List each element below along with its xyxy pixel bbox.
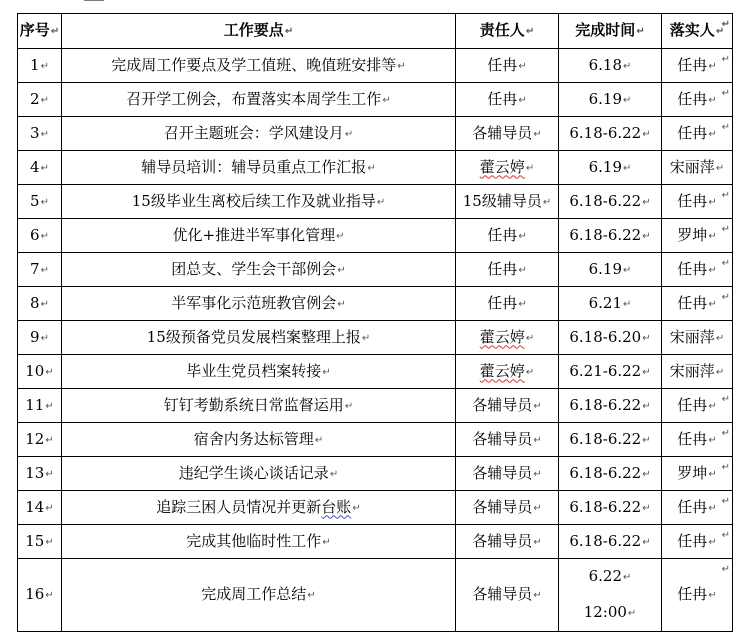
cell-time: 6.18-6.22↵ (559, 457, 662, 491)
cell-time (559, 559, 662, 632)
cell-time: 6.21-6.22↵ (559, 355, 662, 389)
cell-no: 3↵ (18, 117, 62, 151)
table-row (18, 389, 733, 423)
table-row (18, 491, 733, 525)
cell-owner: 15级辅导员↵ (456, 185, 559, 219)
cell-item: 团总支、学生会干部例会↵ (62, 253, 456, 287)
cell-owner: 各辅导员↵ (456, 389, 559, 423)
table-row (18, 253, 733, 287)
cell-item: 完成周工作要点及学工值班、晚值班安排等↵ (62, 49, 456, 83)
cell-no: 1↵ (18, 49, 62, 83)
cell-impl: 任冉↵ ↵ (662, 253, 733, 287)
table-header-row (18, 14, 733, 49)
cell-impl: 任冉↵ ↵ (662, 117, 733, 151)
cell-time: 6.19↵ (559, 83, 662, 117)
cell-item: 毕业生党员档案转接↵ (62, 355, 456, 389)
cell-no: 14↵ (18, 491, 62, 525)
cell-time: 6.18-6.22↵ (559, 389, 662, 423)
cell-time: 6.19↵ (559, 253, 662, 287)
cell-no: 11↵ (18, 389, 62, 423)
weekly-work-table (17, 13, 733, 632)
cell-impl: 罗坤↵ ↵ (662, 457, 733, 491)
table-row (18, 151, 733, 185)
header-owner: 责任人↵ (456, 14, 559, 49)
cell-item: 完成其他临时性工作↵ (62, 525, 456, 559)
cell-impl: 任冉↵ ↵ (662, 491, 733, 525)
cell-item: 钉钉考勤系统日常监督运用↵ (62, 389, 456, 423)
cell-owner: 任冉↵ (456, 219, 559, 253)
cell-item: 召开主题班会：学风建设月↵ (62, 117, 456, 151)
cell-owner: 各辅导员↵ (456, 457, 559, 491)
cell-no: 2↵ (18, 83, 62, 117)
cell-owner: 各辅导员↵ (456, 423, 559, 457)
cell-item: 15级预备党员发展档案整理上报↵ (62, 321, 456, 355)
cell-time: 6.18-6.22↵ (559, 185, 662, 219)
cell-no: 13↵ (18, 457, 62, 491)
cell-time: 6.18-6.22↵ (559, 219, 662, 253)
cell-no: 5↵ (18, 185, 62, 219)
table-row (18, 355, 733, 389)
cell-item: 半军事化示范班教官例会↵ (62, 287, 456, 321)
cell-impl: 任冉↵ ↵ (662, 559, 733, 632)
cell-item: 辅导员培训：辅导员重点工作汇报↵ (62, 151, 456, 185)
cell-owner: 任冉↵ (456, 287, 559, 321)
cell-item: 完成周工作总结↵ (62, 559, 456, 632)
cell-owner: 任冉↵ (456, 83, 559, 117)
cell-time: 6.18-6.22↵ (559, 117, 662, 151)
cell-no: 8↵ (18, 287, 62, 321)
table-row (18, 525, 733, 559)
cell-no: 4↵ (18, 151, 62, 185)
table-row (18, 287, 733, 321)
table-row (18, 219, 733, 253)
cell-time: 6.18-6.22↵ (559, 423, 662, 457)
table-row (18, 559, 733, 632)
header-item: 工作要点↵ (62, 14, 456, 49)
header-no: 序号↵ (18, 14, 62, 49)
cell-owner: 藿云婷↵ (456, 151, 559, 185)
cell-owner: 任冉↵ (456, 49, 559, 83)
page-corner-mark (84, 0, 104, 1)
cell-impl: 任冉↵ ↵ (662, 423, 733, 457)
cell-owner: 任冉↵ (456, 253, 559, 287)
cell-no: 9↵ (18, 321, 62, 355)
completion-time-two-line: 6.22↵ 12:00↵ (583, 567, 637, 621)
header-time: 完成时间↵ (559, 14, 662, 49)
cell-impl: 任冉↵ ↵ (662, 525, 733, 559)
cell-no: 6↵ (18, 219, 62, 253)
cell-impl: 罗坤↵ ↵ (662, 219, 733, 253)
cell-owner: 各辅导员↵ (456, 559, 559, 632)
cell-item: 召开学工例会，布置落实本周学生工作↵ (62, 83, 456, 117)
table-row (18, 321, 733, 355)
cell-time: 6.18↵ (559, 49, 662, 83)
cell-no: 7↵ (18, 253, 62, 287)
cell-owner: 各辅导员↵ (456, 525, 559, 559)
cell-time: 6.18-6.20↵ (559, 321, 662, 355)
cell-owner: 藿云婷↵ (456, 355, 559, 389)
cell-time: 6.18-6.22↵ (559, 525, 662, 559)
cell-owner: 各辅导员↵ (456, 117, 559, 151)
cell-impl: 宋丽萍↵ (662, 355, 733, 389)
cell-no: 16↵ (18, 559, 62, 632)
cell-impl: 任冉↵ ↵ (662, 185, 733, 219)
cell-item: 追踪三困人员情况并更新台账↵ (62, 491, 456, 525)
cell-owner: 藿云婷↵ (456, 321, 559, 355)
cell-owner: 各辅导员↵ (456, 491, 559, 525)
cell-no: 15↵ (18, 525, 62, 559)
cell-impl: 宋丽萍↵ (662, 151, 733, 185)
table-row (18, 423, 733, 457)
cell-no: 10↵ (18, 355, 62, 389)
table-row (18, 457, 733, 491)
cell-item: 15级毕业生离校后续工作及就业指导↵ (62, 185, 456, 219)
cell-time: 6.18-6.22↵ (559, 491, 662, 525)
table-row (18, 49, 733, 83)
cell-item: 优化+推进半军事化管理↵ (62, 219, 456, 253)
table-row (18, 117, 733, 151)
table-row (18, 185, 733, 219)
cell-impl: 任冉↵ ↵ (662, 49, 733, 83)
cell-impl: 宋丽萍↵ (662, 321, 733, 355)
table-row (18, 83, 733, 117)
cell-no: 12↵ (18, 423, 62, 457)
cell-impl: 任冉↵ ↵ (662, 389, 733, 423)
cell-item: 违纪学生谈心谈话记录↵ (62, 457, 456, 491)
cell-time: 6.21↵ (559, 287, 662, 321)
cell-impl: 任冉↵ ↵ (662, 83, 733, 117)
cell-impl: 任冉↵ ↵ (662, 287, 733, 321)
header-impl: 落实人↵ ↵ (662, 14, 733, 49)
cell-time: 6.19↵ (559, 151, 662, 185)
cell-item: 宿舍内务达标管理↵ (62, 423, 456, 457)
